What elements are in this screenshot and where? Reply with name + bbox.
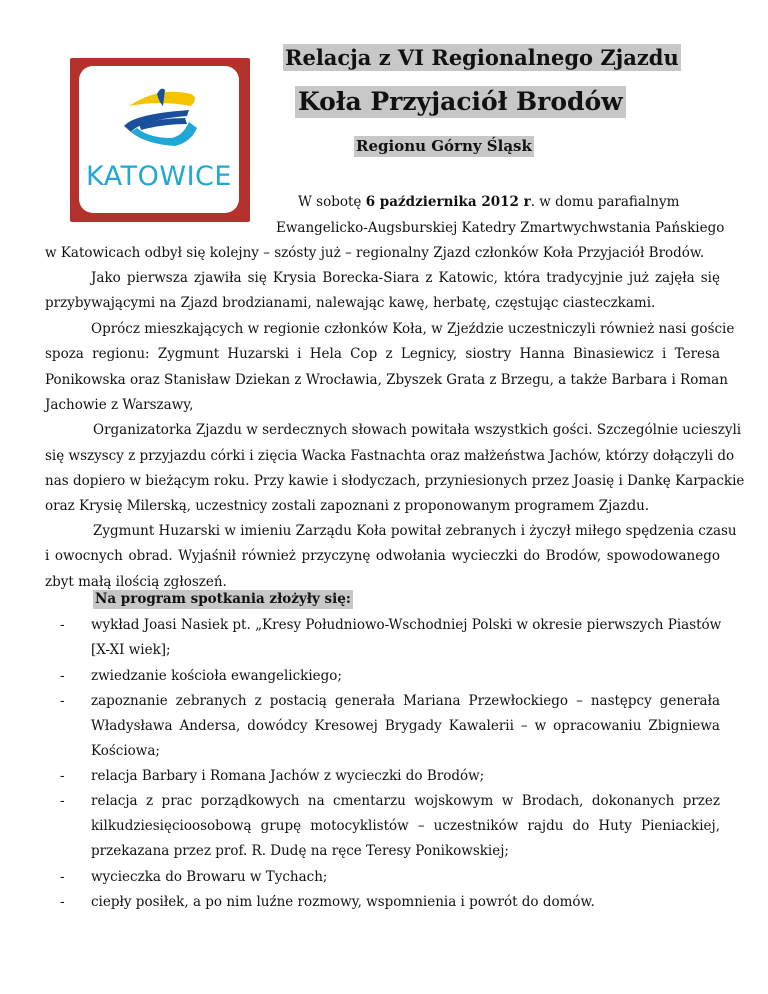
paragraph-line: i owocnych obrad. Wyjaśnił również przyczynę odwołania wycieczki do Brodów, spowodowanego <box>45 548 720 564</box>
logo-inner <box>79 66 239 213</box>
paragraph-line: Ponikowska oraz Stanisław Dziekan z Wrocławia, Zbyszek Grata z Brzegu, a także Barbara i Roman <box>45 372 728 388</box>
paragraph-line: Jachowie z Warszawy, <box>45 397 194 413</box>
list-item: zapoznanie zebranych z postacią generała Mariana Przewłockiego – następcy generała <box>91 693 720 709</box>
list-item: [X-XI wiek]; <box>91 642 171 658</box>
intro-date: 6 października 2012 r <box>365 194 531 210</box>
list-bullet: - <box>60 793 65 809</box>
heading-line-1: Relacja z VI Regionalnego Zjazdu <box>285 45 679 70</box>
paragraph-line: przybywającymi na Zjazd brodzianami, nalewając kawę, herbatę, częstując ciasteczkami. <box>45 295 656 311</box>
list-bullet: - <box>60 693 65 709</box>
paragraph-line: zbyt małą ilością zgłoszeń. <box>45 574 227 590</box>
paragraph-line: spoza regionu: Zygmunt Huzarski i Hela Cop z Legnicy, siostry Hanna Binasiewicz i Teresa <box>45 346 720 362</box>
list-item: ciepły posiłek, a po nim luźne rozmowy, wspomnienia i powrót do domów. <box>91 894 595 910</box>
list-bullet: - <box>60 894 65 910</box>
list-item: wycieczka do Browaru w Tychach; <box>91 869 328 885</box>
intro-text: W sobotę <box>298 194 366 210</box>
list-item: Kościowa; <box>91 743 160 759</box>
paragraph-line: Organizatorka Zjazdu w serdecznych słowach powitała wszystkich gości. Szczególnie ucieszyli <box>93 422 742 438</box>
list-item: relacja z prac porządkowych na cmentarzu wojskowym w Brodach, dokonanych przez <box>91 793 720 809</box>
list-bullet: - <box>60 617 65 633</box>
katowice-logo <box>70 58 250 222</box>
list-item: przekazana przez prof. R. Dudę na ręce Teresy Ponikowskiej; <box>91 843 509 859</box>
intro-line-2: Ewangelicko-Augsburskiej Katedry Zmartwychwstania Pańskiego <box>276 220 725 236</box>
list-item: zwiedzanie kościoła ewangelickiego; <box>91 668 342 684</box>
list-item: relacja Barbary i Romana Jachów z wycieczki do Brodów; <box>91 768 485 784</box>
list-item: wykład Joasi Nasiek pt. „Kresy Południowo-Wschodniej Polski w okresie pierwszych Piastów <box>91 617 722 633</box>
program-title: Na program spotkania złożyły się: <box>95 591 351 607</box>
stadium-icon <box>79 66 239 166</box>
heading-line-2: Koła Przyjaciół Brodów <box>295 86 626 118</box>
intro-line-3: w Katowicach odbył się kolejny – szósty już – regionalny Zjazd członków Koła Przyjaciół Brodów. <box>45 245 705 261</box>
intro-text: . w domu parafialnym <box>530 194 680 210</box>
heading-line-3: Regionu Górny Śląsk <box>356 137 532 155</box>
list-bullet: - <box>60 668 65 684</box>
paragraph-line: się wszyscy z przyjazdu córki i zięcia Wacka Fastnachta oraz małżeństwa Jachów, którzy dołączyli do <box>45 448 735 464</box>
intro-line-1 <box>298 193 679 211</box>
paragraph-line: Oprócz mieszkających w regionie członków Koła, w Zjeździe uczestniczyli również nasi goście <box>91 321 735 337</box>
paragraph-line: Zygmunt Huzarski w imieniu Zarządu Koła powitał zebranych i życzył miłego spędzenia czasu <box>93 523 737 539</box>
list-bullet: - <box>60 768 65 784</box>
logo-text: KATOWICE <box>86 161 232 192</box>
list-bullet: - <box>60 869 65 885</box>
paragraph-line: Jako pierwsza zjawiła się Krysia Borecka-Siara z Katowic, która tradycyjnie już zajęła się <box>91 270 720 286</box>
list-item: kilkudziesięcioosobową grupę motocyklistów – uczestników rajdu do Huty Pieniackiej, <box>91 818 720 834</box>
paragraph-line: nas dopiero w bieżącym roku. Przy kawie i słodyczach, przyniesionych przez Joasię i Dankę Karpackie <box>45 473 745 489</box>
paragraph-line: oraz Krysię Milerską, uczestnicy zostali zapoznani z proponowanym programem Zjazdu. <box>45 498 650 514</box>
list-item: Władysława Andersa, dowódcy Kresowej Brygady Kawalerii – w opracowaniu Zbigniewa <box>91 718 720 734</box>
